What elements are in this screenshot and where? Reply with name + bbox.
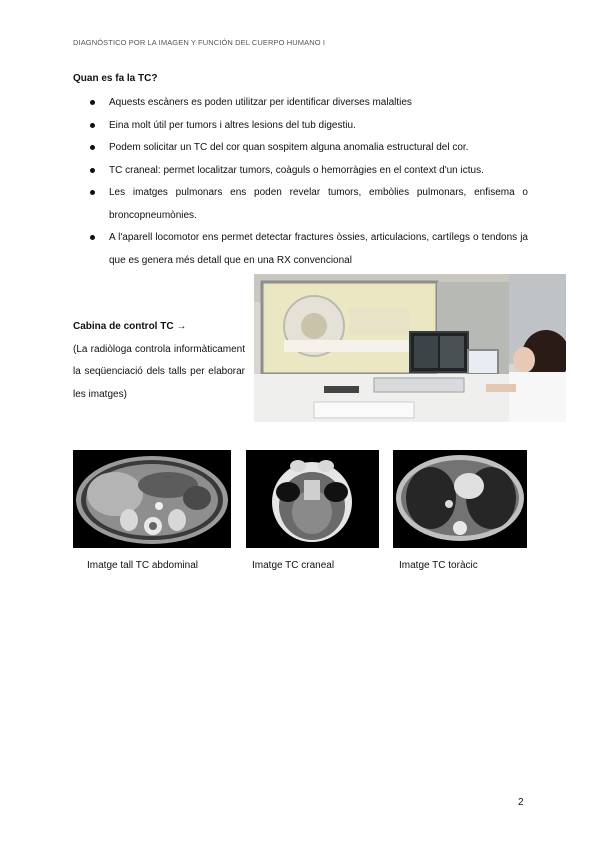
- control-room-text: [73, 316, 245, 406]
- list-item-text: Aquests escàners es poden utilitzar per identificar diverses malalties: [109, 97, 412, 108]
- ct-cranial-image: [246, 450, 379, 548]
- list-item: [73, 137, 528, 160]
- thoracic-caption: Imatge TC toràcic: [399, 560, 478, 571]
- list-item-text: Eina molt útil per tumors i altres lesions del tub digestiu.: [109, 119, 356, 131]
- list-item-text: A l'aparell locomotor ens permet detectar fractures òssies, articulacions, cartílegs o tendons ja que es genera més detall que en una RX convencional: [109, 232, 528, 266]
- page-number: 2: [518, 797, 524, 808]
- list-item: [73, 92, 528, 115]
- bullet-icon: [90, 235, 95, 240]
- abdominal-caption: Imatge tall TC abdominal: [87, 560, 198, 571]
- list-item: [73, 160, 528, 183]
- list-item-text: Podem solicitar un TC del cor quan sospitem alguna anomalia estructural del cor.: [109, 142, 469, 153]
- list-item: [73, 227, 528, 272]
- list-item: [73, 182, 528, 227]
- list-item-text: Les imatges pulmonars ens poden revelar tumors, embòlies pulmonars, enfisema o broncopneumònies.: [109, 187, 528, 221]
- bullet-icon: [90, 190, 95, 195]
- cranial-caption: Imatge TC craneal: [252, 560, 335, 571]
- control-room-title: Cabina de control TC →: [73, 321, 187, 332]
- list-item: [73, 115, 528, 138]
- ct-control-room-photo: [254, 274, 566, 422]
- section-heading: Quan es fa la TC?: [73, 73, 158, 84]
- bullet-list: [73, 92, 528, 272]
- ct-abdominal-image: [73, 450, 231, 548]
- bullet-icon: [90, 100, 95, 105]
- control-room-description: (La radiòloga controla informàticament la seqüenciació dels talls per elaborar les imatges): [73, 343, 245, 400]
- list-item-text: TC craneal: permet localitzar tumors, coàguls o hemorràgies en el context d'un ictus.: [109, 164, 484, 176]
- running-header: DIAGNÓSTICO POR LA IMAGEN Y FUNCIÓN DEL CUERPO HUMANO I: [73, 38, 326, 47]
- bullet-icon: [90, 123, 95, 128]
- ct-thoracic-image: [393, 450, 527, 548]
- bullet-icon: [90, 145, 95, 150]
- bullet-icon: [90, 168, 95, 173]
